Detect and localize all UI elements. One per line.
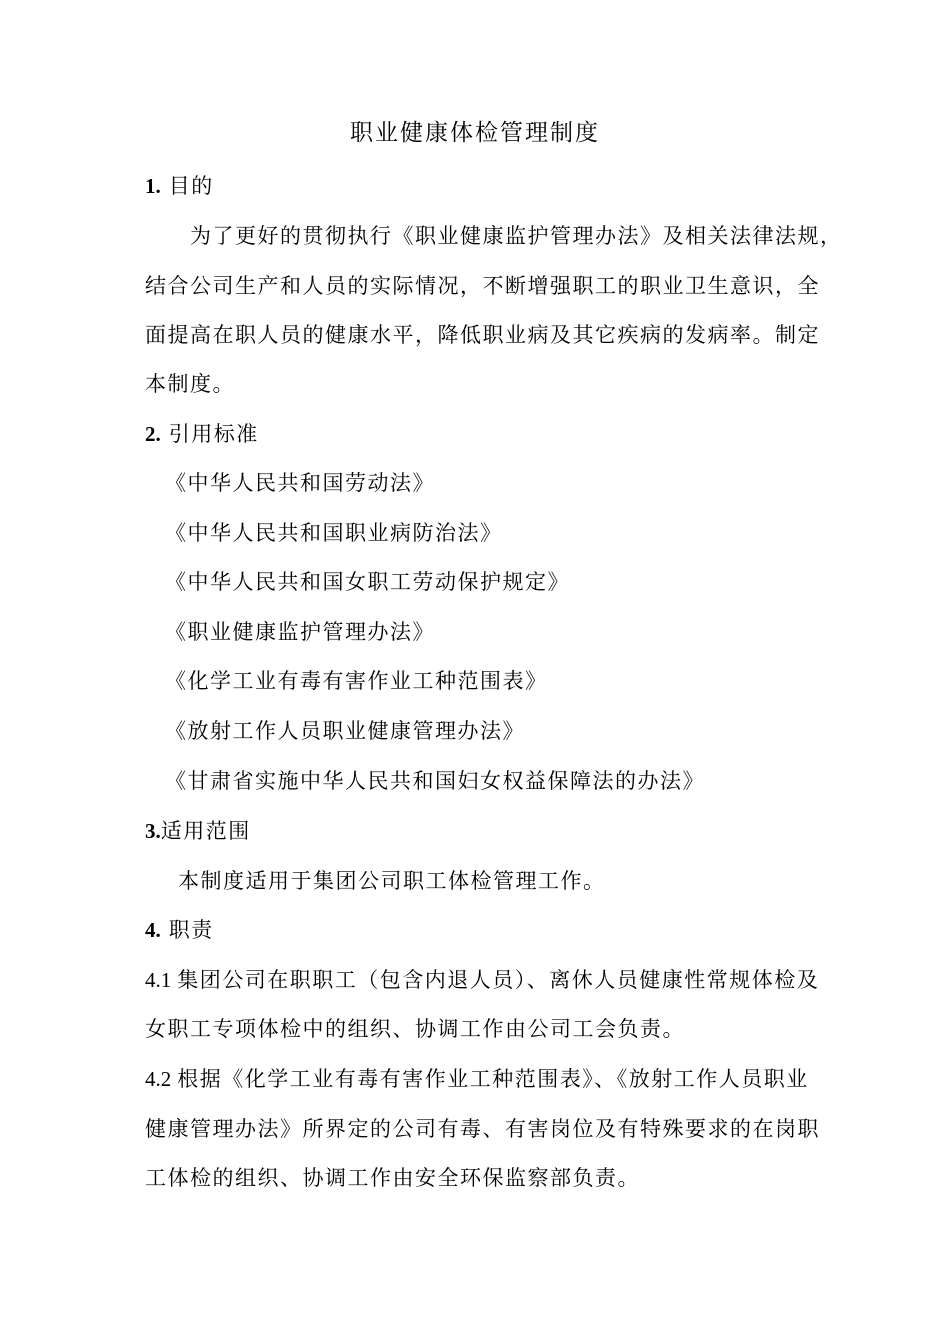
reference-item: 《职业健康监护管理办法》 [165, 620, 435, 644]
section-2-heading [145, 418, 825, 450]
section-3-number: 3. [145, 819, 161, 843]
item-4-1-number: 4.1 [145, 968, 172, 992]
section-1-para-line-2: 结合公司生产和人员的实际情况，不断增强职工的职业卫生意识，全 [145, 274, 820, 298]
reference-item: 《放射工作人员职业健康管理办法》 [165, 719, 525, 743]
item-4-2-number: 4.2 [145, 1067, 172, 1091]
reference-item: 《甘肃省实施中华人民共和国妇女权益保障法的办法》 [165, 769, 705, 793]
document-title: 职业健康体检管理制度 [350, 120, 600, 146]
item-4-1-text: 集团公司在职职工（包含内退人员）、离休人员健康性常规体检及 [177, 968, 820, 992]
item-4-2-line-2: 健康管理办法》所界定的公司有毒、有害岗位及有特殊要求的在岗职 [145, 1117, 820, 1141]
reference-item: 《中华人民共和国劳动法》 [165, 471, 435, 495]
section-1-para-line-1: 为了更好的贯彻执行《职业健康监护管理办法》及相关法律法规， [190, 224, 843, 248]
section-4-title: 职责 [168, 918, 214, 942]
section-1-title: 目的 [168, 174, 214, 198]
item-4-1-line-2: 女职工专项体检中的组织、协调工作由公司工会负责。 [145, 1017, 685, 1041]
section-2-title: 引用标准 [168, 422, 259, 446]
section-3-paragraph: 本制度适用于集团公司职工体检管理工作。 [178, 869, 606, 893]
section-1-number: 1. [145, 174, 161, 198]
section-4-heading [145, 914, 825, 946]
item-4-1-line-1 [145, 964, 825, 996]
reference-item: 《中华人民共和国女职工劳动保护规定》 [165, 570, 570, 594]
section-2-number: 2. [145, 422, 161, 446]
reference-item: 《中华人民共和国职业病防治法》 [165, 521, 503, 545]
section-1-heading [145, 170, 825, 202]
section-1-para-line-3: 面提高在职人员的健康水平，降低职业病及其它疾病的发病率。制定 [145, 323, 820, 347]
section-4-number: 4. [145, 918, 161, 942]
item-4-2-text: 根据《化学工业有毒有害作业工种范围表》、《放射工作人员职业 [177, 1067, 809, 1091]
reference-item: 《化学工业有毒有害作业工种范围表》 [165, 669, 548, 693]
item-4-2-line-1 [145, 1063, 825, 1095]
section-3-title: 适用范围 [160, 819, 251, 843]
item-4-2-line-3: 工体检的组织、协调工作由安全环保监察部负责。 [145, 1166, 640, 1190]
section-3-heading [145, 815, 825, 847]
section-1-para-line-4: 本制度。 [145, 372, 235, 396]
